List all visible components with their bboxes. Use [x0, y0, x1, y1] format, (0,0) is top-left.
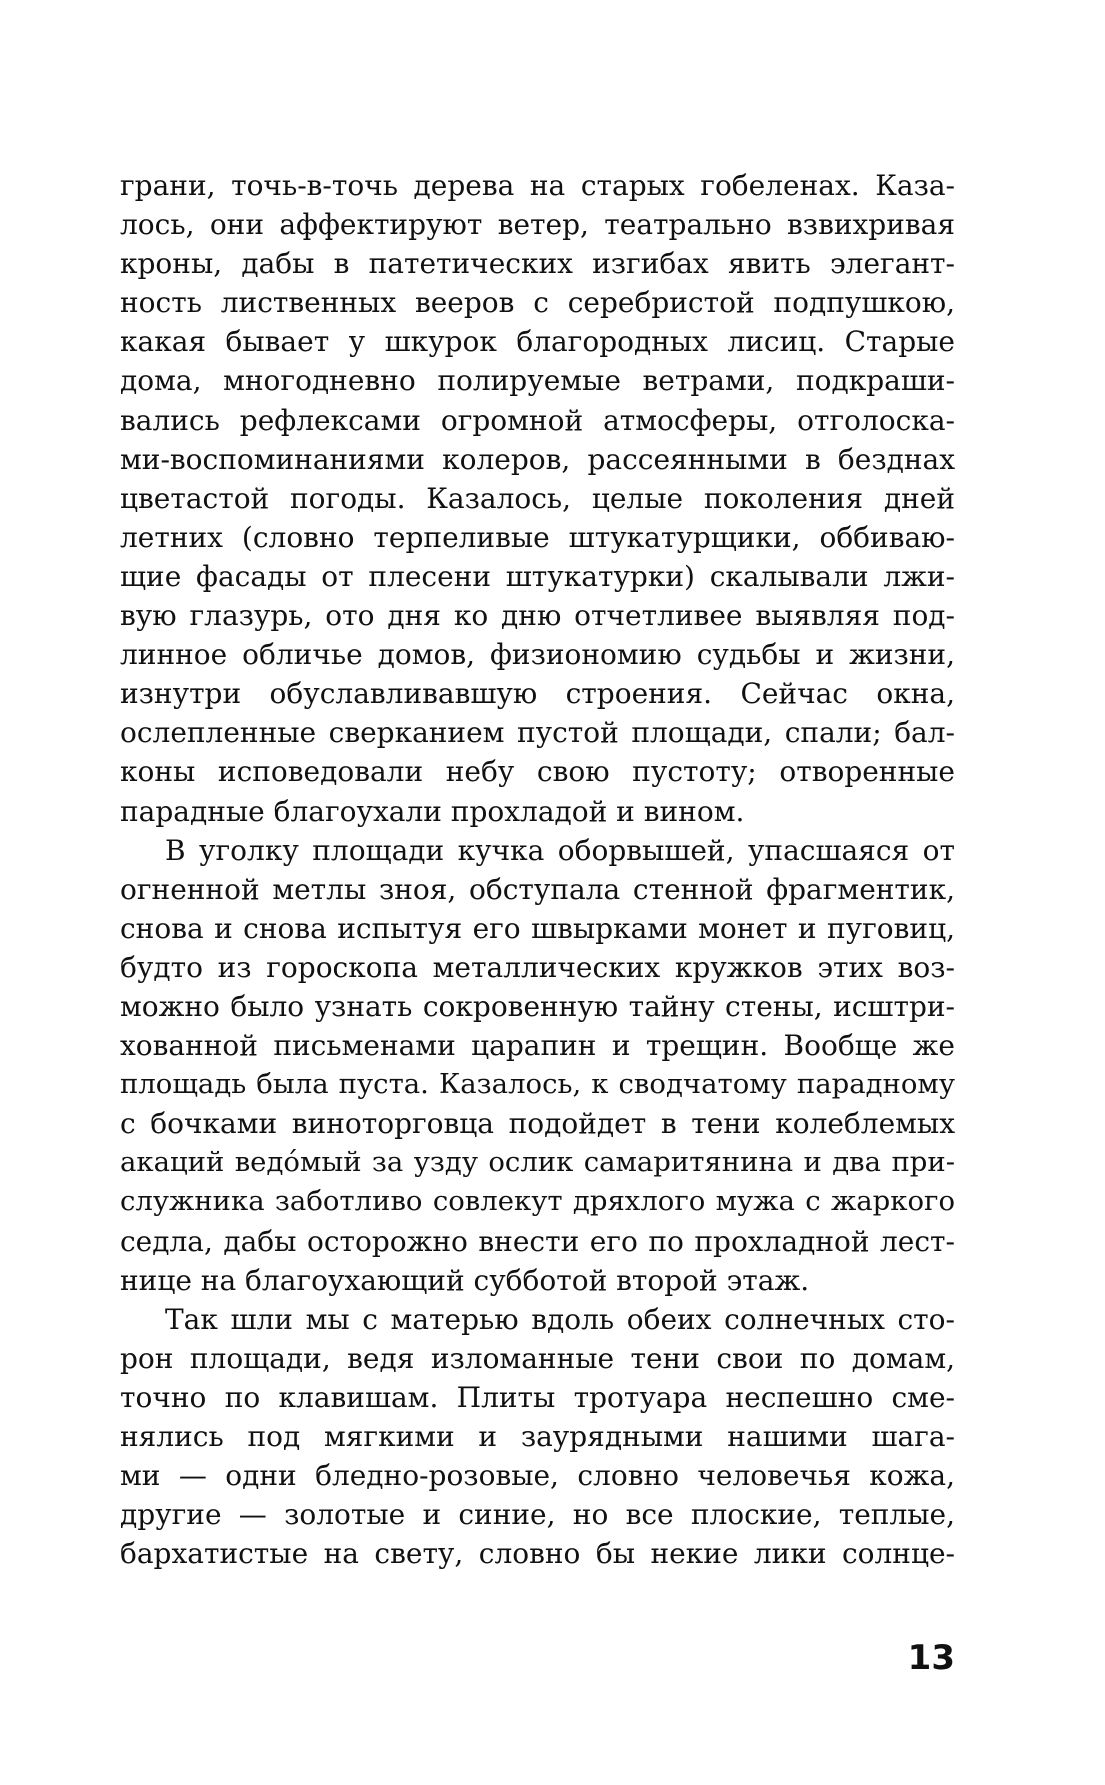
- text-line: В уголку площади кучка оборвышей, упасшаяся от: [165, 833, 955, 867]
- text-line: с бочками виноторговца подойдет в тени колеблемых: [120, 1107, 955, 1141]
- text-line: кроны, дабы в патетических изгибах явить элегант-: [120, 247, 955, 281]
- text-line: огненной метлы зноя, обступала стенной фрагментик,: [120, 872, 955, 906]
- text-line: другие — золотые и синие, но все плоские, теплые,: [120, 1498, 955, 1532]
- page-number: 13: [907, 1638, 955, 1678]
- text-line: парадные благоухали прохладой и вином.: [120, 794, 745, 828]
- text-line: акаций ведо́мый за узду ослик самаритянина и два при-: [120, 1146, 955, 1179]
- body-text: [120, 166, 955, 1573]
- text-line: бархатистые на свету, словно бы некие лики солнце-: [120, 1537, 955, 1571]
- text-line: рон площади, ведя изломанные тени свои по домам,: [120, 1341, 955, 1375]
- text-line: ми-воспоминаниями колеров, рассеянными в безднах: [120, 442, 955, 476]
- text-line: дома, многодневно полируемые ветрами, подкраши-: [120, 364, 955, 398]
- text-line: грани, точь-в-точь дерева на старых гобеленах. Каза-: [120, 169, 955, 202]
- text-line: седла, дабы осторожно внести его по прохладной лест-: [120, 1224, 955, 1258]
- text-line: вались рефлексами огромной атмосферы, отголоска-: [120, 403, 955, 437]
- text-line: коны исповедовали небу свою пустоту; отворенные: [120, 755, 955, 789]
- text-line: лось, они аффектируют ветер, театрально взвихривая: [120, 208, 955, 242]
- text-line: летних (словно терпеливые штукатурщики, оббиваю-: [120, 520, 955, 554]
- text-line: ность лиственных вееров с серебристой подпушкою,: [120, 286, 955, 320]
- text-line: хованной письменами царапин и трещин. Вообще же: [120, 1029, 955, 1063]
- text-line: ослепленные сверканием пустой площади, спали; бал-: [120, 716, 955, 750]
- text-line: изнутри обуславливавшую строения. Сейчас окна,: [120, 677, 955, 711]
- text-line: площадь была пуста. Казалось, к сводчатому парадному: [120, 1068, 955, 1101]
- text-line: цветастой погоды. Казалось, целые поколения дней: [120, 481, 955, 515]
- text-line: щие фасады от плесени штукатурки) скалывали лжи-: [120, 559, 955, 593]
- text-line: снова и снова испытуя его швырками монет и пуговиц,: [120, 911, 955, 945]
- text-line: будто из гороскопа металлических кружков этих воз-: [120, 950, 955, 984]
- text-line: нице на благоухающий субботой второй этаж.: [120, 1263, 810, 1297]
- text-line: точно по клавишам. Плиты тротуара неспешно сме-: [120, 1380, 955, 1414]
- text-line: линное обличье домов, физиономию судьбы и жизни,: [120, 638, 955, 672]
- text-line: какая бывает у шкурок благородных лисиц. Старые: [120, 325, 955, 359]
- text-line: ми — одни бледно-розовые, словно человечья кожа,: [120, 1459, 955, 1493]
- text-line: можно было узнать сокровенную тайну стены, исштри-: [120, 989, 955, 1023]
- text-line: Так шли мы с матерью вдоль обеих солнечных сто-: [165, 1302, 955, 1336]
- text-line: нялись под мягкими и заурядными нашими шага-: [120, 1420, 955, 1453]
- text-line: служника заботливо совлекут дряхлого мужа с жаркого: [120, 1185, 955, 1218]
- text-line: вую глазурь, ото дня ко дню отчетливее выявляя под-: [120, 599, 955, 633]
